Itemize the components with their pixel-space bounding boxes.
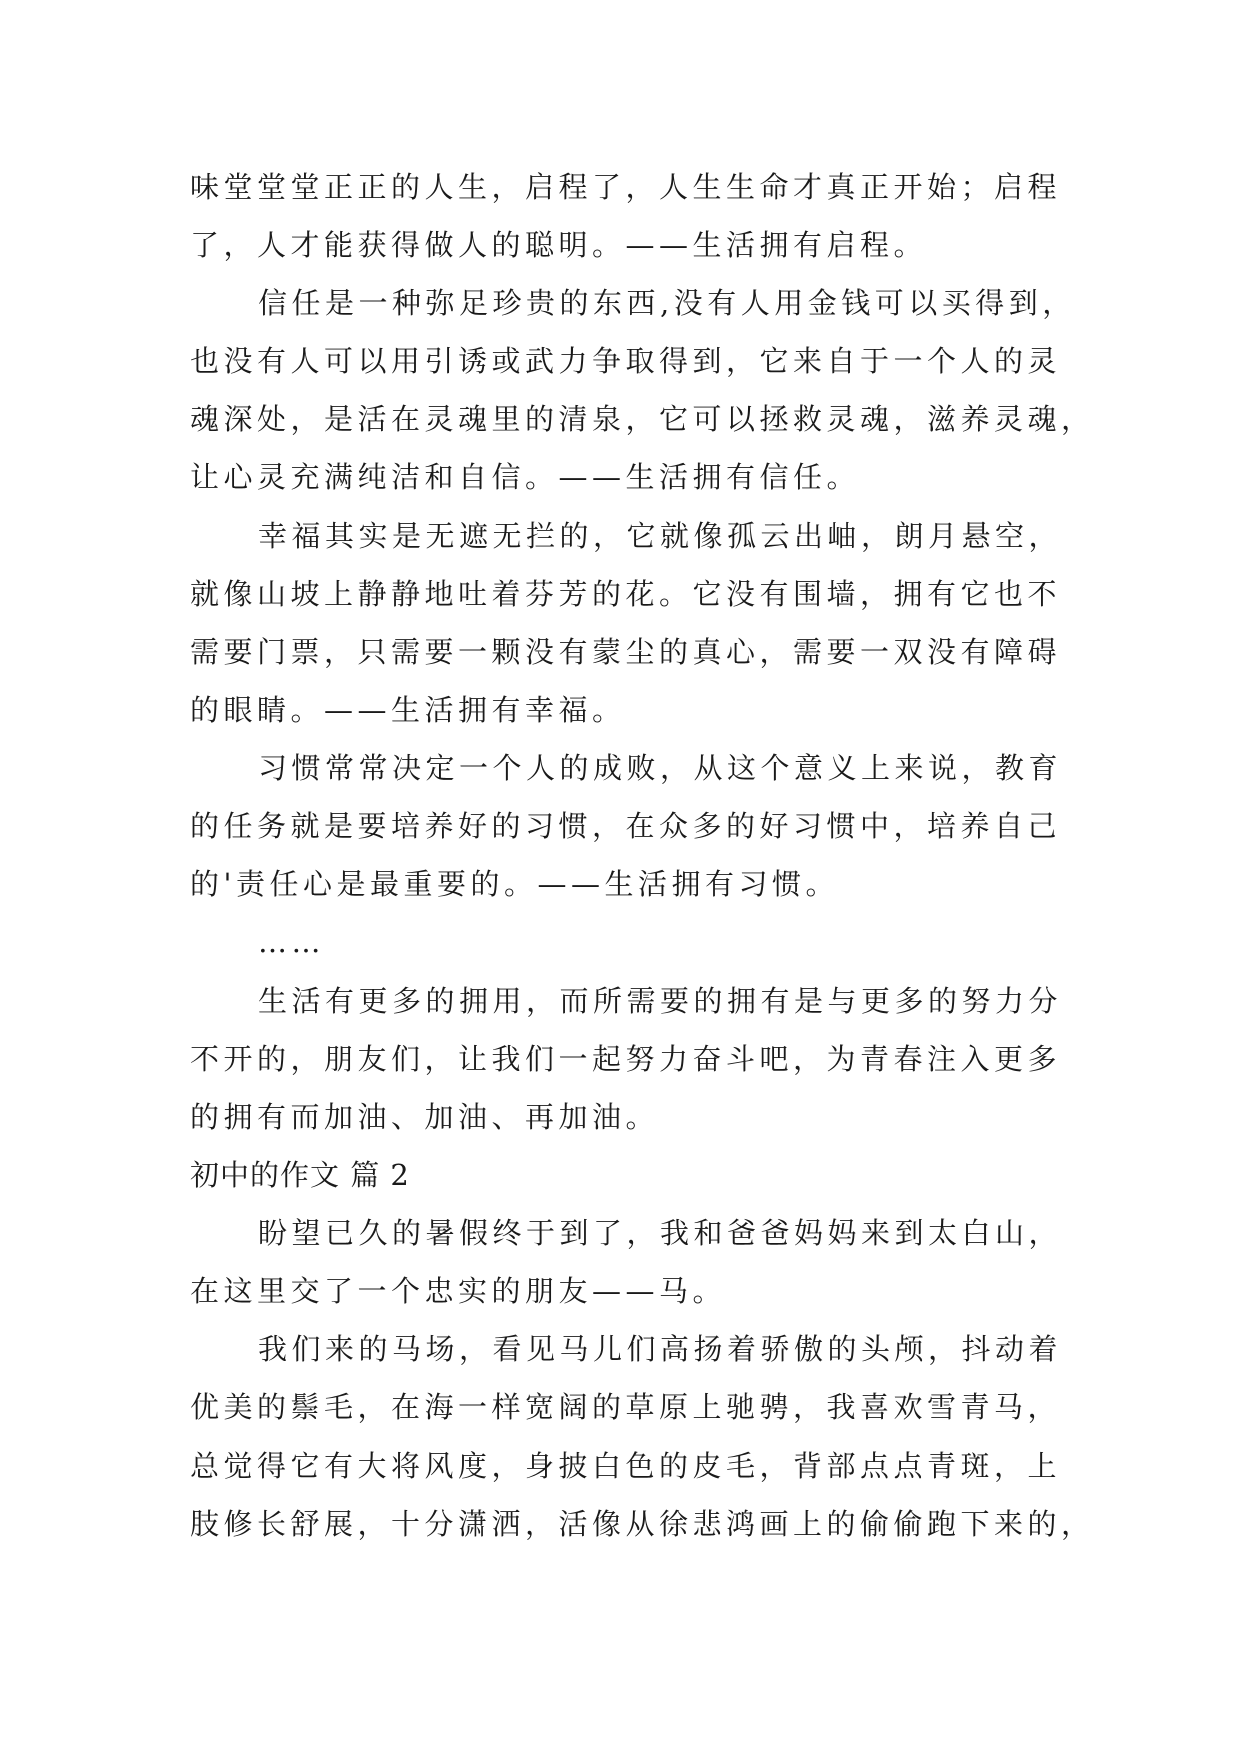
text-line: 的任务就是要培养好的习惯，在众多的好习惯中，培养自己 xyxy=(190,809,1062,843)
text-line: 总觉得它有大将风度，身披白色的皮毛，背部点点青斑，上 xyxy=(190,1449,1062,1483)
text-line: 了，人才能获得做人的聪明。——生活拥有启程。 xyxy=(190,228,928,262)
text-line: 的眼睛。——生活拥有幸福。 xyxy=(190,693,626,727)
text-line: 让心灵充满纯洁和自信。——生活拥有信任。 xyxy=(190,460,861,494)
text-line: 的'责任心是最重要的。——生活拥有习惯。 xyxy=(190,867,839,901)
section-heading: 初中的作文 篇 2 xyxy=(190,1158,410,1192)
text-line: 味堂堂堂正正的人生，启程了，人生生命才真正开始；启程 xyxy=(190,170,1062,204)
paragraph-first-line: 幸福其实是无遮无拦的，它就像孤云出岫，朗月悬空， xyxy=(258,519,1063,553)
text-line: 需要门票，只需要一颗没有蒙尘的真心，需要一双没有障碍 xyxy=(190,635,1062,669)
text-line: 也没有人可以用引诱或武力争取得到，它来自于一个人的灵 xyxy=(190,344,1062,378)
paragraph-first-line: 盼望已久的暑假终于到了，我和爸爸妈妈来到太白山， xyxy=(258,1216,1063,1250)
text-line: 优美的鬃毛，在海一样宽阔的草原上驰骋，我喜欢雪青马， xyxy=(190,1390,1062,1424)
text-line: 魂深处，是活在灵魂里的清泉，它可以拯救灵魂，滋养灵魂， xyxy=(190,402,1095,436)
text-line: 肢修长舒展，十分潇洒，活像从徐悲鸿画上的偷偷跑下来的， xyxy=(190,1507,1095,1541)
ellipsis-line: …… xyxy=(258,925,325,959)
text-line: 就像山坡上静静地吐着芬芳的花。它没有围墙，拥有它也不 xyxy=(190,577,1062,611)
paragraph-first-line: 习惯常常决定一个人的成败，从这个意义上来说，教育 xyxy=(258,751,1063,785)
text-line: 的拥有而加油、加油、再加油。 xyxy=(190,1100,660,1134)
paragraph-first-line: 我们来的马场，看见马儿们高扬着骄傲的头颅，抖动着 xyxy=(258,1332,1063,1366)
paragraph-first-line: 信任是一种弥足珍贵的东西,没有人用金钱可以买得到， xyxy=(258,286,1076,320)
text-line: 不开的，朋友们，让我们一起努力奋斗吧，为青春注入更多 xyxy=(190,1042,1062,1076)
text-line: 在这里交了一个忠实的朋友——马。 xyxy=(190,1274,727,1308)
paragraph-first-line: 生活有更多的拥用，而所需要的拥有是与更多的努力分 xyxy=(258,984,1063,1018)
